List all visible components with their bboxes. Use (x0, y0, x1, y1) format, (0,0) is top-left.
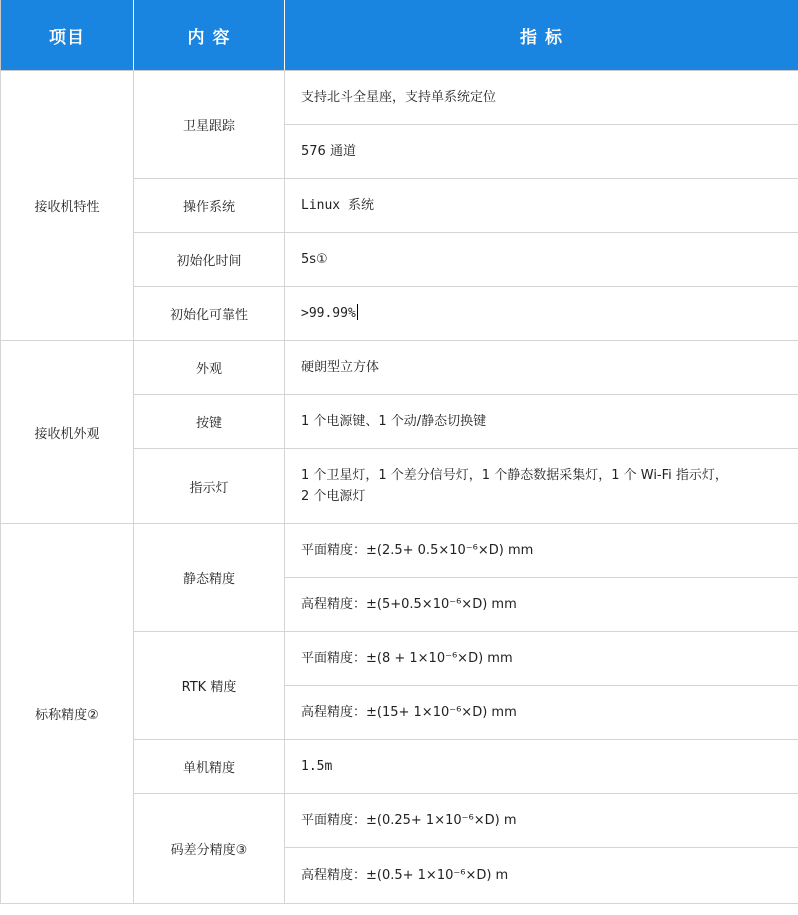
value-tracking-systems: 支持北斗全星座，支持单系统定位 (285, 71, 798, 125)
item-exterior: 外观 (134, 341, 285, 395)
table-row (1, 71, 798, 125)
item-rtk-accuracy: RTK 精度 (134, 632, 285, 740)
header-item: 项目 (1, 0, 134, 71)
value-static-height: 高程精度：±(5+0.5×10⁻⁶×D) mm (285, 578, 798, 632)
value-indicators-line1: 1 个卫星灯，1 个差分信号灯，1 个静态数据采集灯，1 个 Wi-Fi 指示灯， (301, 468, 728, 483)
table-header (1, 0, 798, 71)
header-indicator: 指 标 (285, 0, 798, 71)
value-single-accuracy: 1.5m (285, 740, 798, 794)
value-indicators-line2: 2 个电源灯 (301, 489, 366, 504)
value-exterior: 硬朗型立方体 (285, 341, 798, 395)
table-body (1, 71, 798, 904)
header-content: 内 容 (134, 0, 285, 71)
value-init-reliability: >99.99% (301, 306, 356, 321)
category-nominal-accuracy: 标称精度② (1, 524, 134, 904)
value-tracking-channels: 576 通道 (285, 125, 798, 179)
header-row (1, 0, 798, 71)
value-init-time: 5s① (285, 233, 798, 287)
value-operating-system: Linux 系统 (285, 179, 798, 233)
item-operating-system: 操作系统 (134, 179, 285, 233)
value-buttons: 1 个电源键、1 个动/静态切换键 (285, 395, 798, 449)
value-init-reliability-cell[interactable] (285, 287, 798, 341)
item-init-reliability: 初始化可靠性 (134, 287, 285, 341)
item-init-time: 初始化时间 (134, 233, 285, 287)
category-receiver-appearance: 接收机外观 (1, 341, 134, 524)
value-code-diff-plane: 平面精度：±(0.25+ 1×10⁻⁶×D) m (285, 794, 798, 848)
item-buttons: 按键 (134, 395, 285, 449)
item-indicators: 指示灯 (134, 449, 285, 524)
category-receiver-features: 接收机特性 (1, 71, 134, 341)
text-cursor (357, 304, 358, 320)
value-rtk-height: 高程精度：±(15+ 1×10⁻⁶×D) mm (285, 686, 798, 740)
item-static-accuracy: 静态精度 (134, 524, 285, 632)
value-rtk-plane: 平面精度：±(8 + 1×10⁻⁶×D) mm (285, 632, 798, 686)
table-row (1, 341, 798, 395)
table-row (1, 524, 798, 578)
value-code-diff-height: 高程精度：±(0.5+ 1×10⁻⁶×D) m (285, 848, 798, 904)
item-single-accuracy: 单机精度 (134, 740, 285, 794)
value-indicators (285, 449, 798, 524)
item-satellite-tracking: 卫星跟踪 (134, 71, 285, 179)
value-static-plane: 平面精度：±(2.5+ 0.5×10⁻⁶×D) mm (285, 524, 798, 578)
item-code-diff-accuracy: 码差分精度③ (134, 794, 285, 904)
